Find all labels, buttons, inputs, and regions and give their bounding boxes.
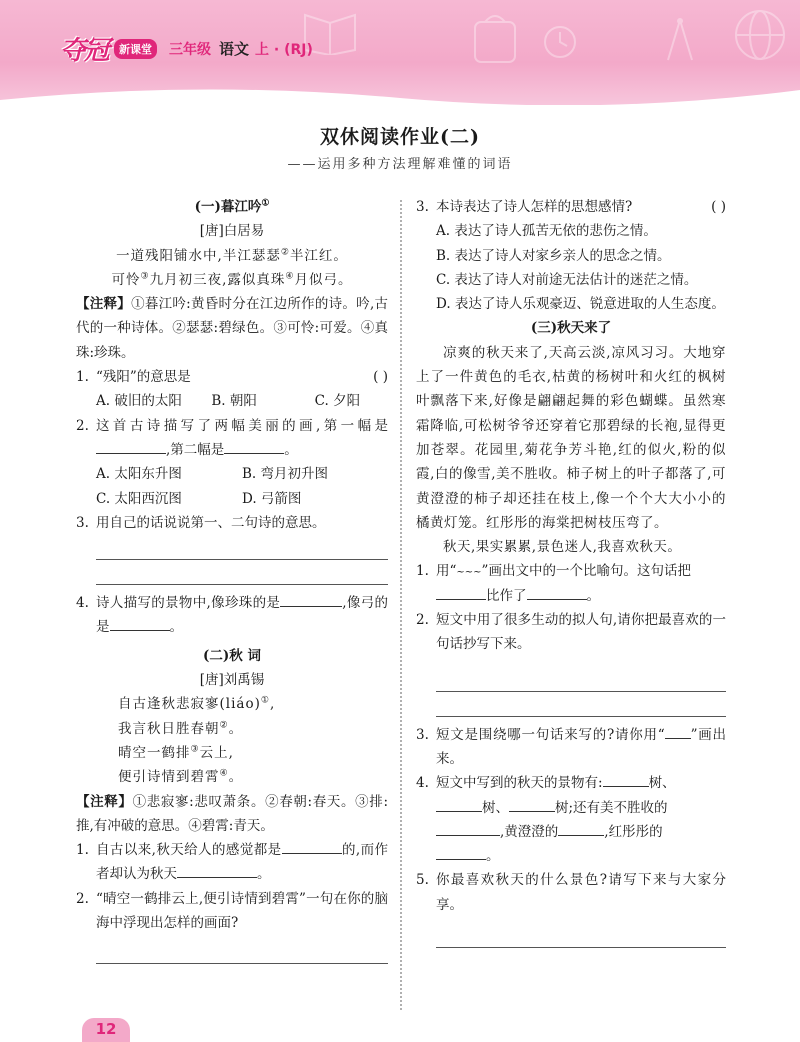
passage-paragraph-2: 秋天,果实累累,景色迷人,我喜欢秋天。 xyxy=(443,539,682,556)
answer-line[interactable] xyxy=(96,560,388,585)
question-2-3: 3. 本诗表达了诗人怎样的思想感情? ( ) xyxy=(416,199,726,215)
alarm-clock-icon xyxy=(540,20,580,60)
poem-2-author: [唐]刘禹锡 xyxy=(199,672,265,689)
poem-2-line-2: 我言秋日胜春朝②。 xyxy=(118,720,244,737)
option-a[interactable]: A. 太阳东升图 xyxy=(96,466,182,483)
poem-1-line-1: 一道残阳铺水中,半江瑟瑟②半江红。 xyxy=(116,247,348,264)
brand xyxy=(60,30,313,67)
question-3-3: 3. 短文是围绕哪一句话来写的?请你用“ ”画出来。 xyxy=(416,723,726,772)
option-c[interactable]: C. 太阳西沉图 xyxy=(96,490,182,507)
answer-line[interactable] xyxy=(436,657,726,692)
logo-sub: 新课堂 xyxy=(114,39,157,59)
header-banner xyxy=(0,0,800,105)
option-b[interactable]: B. 表达了诗人对家乡亲人的思念之情。 xyxy=(436,247,671,264)
answer-blank[interactable] xyxy=(282,839,342,854)
answer-line[interactable] xyxy=(436,692,726,717)
question-1-1-options xyxy=(76,389,388,413)
answer-blank[interactable] xyxy=(665,724,691,739)
passage-paragraph-1: 凉爽的秋天来了,天高云淡,凉风习习。大地穿上了一件黄色的毛衣,枯黄的杨树叶和火红的枫树叶飘落下来,好像是翩翩起舞的彩色蝴蝶。虽然寒霜降临,可松树爷爷还穿着它那碧绿的长袍,显得更加苍翠。花园里,菊花争芳斗艳,红的似火,粉的似霞,白的像雪,美不胜收。柿子树上的叶子都落了,可黄澄澄的柿子却还挂在枝上,像一个个大大小小的橘黄灯笼。红彤彤的海棠把树枝压弯了。 xyxy=(416,344,726,531)
subject-label: 语文 xyxy=(219,40,250,58)
banner-wave xyxy=(0,80,800,105)
logo: 夺冠 xyxy=(60,36,109,66)
question-1-2-options xyxy=(76,462,388,511)
option-a[interactable]: A. 破旧的太阳 xyxy=(96,393,182,410)
page-number: 12 xyxy=(82,1018,130,1042)
answer-blank[interactable] xyxy=(110,616,170,631)
poem-1-line-2: 可怜③九月初三夜,露似真珠④月似弓。 xyxy=(111,271,353,288)
option-c[interactable]: C. 夕阳 xyxy=(314,393,361,410)
question-1-4: 4. 诗人描写的景物中,像珍珠的是 ,像弓的是 。 xyxy=(76,591,388,640)
section-3-title: (三)秋天来了 xyxy=(530,320,612,337)
answer-blank[interactable] xyxy=(436,821,500,836)
answer-blank[interactable] xyxy=(177,863,257,878)
question-1-1: 1. “残阳”的意思是 ( ) xyxy=(76,369,388,386)
question-2-1: 1. 自古以来,秋天给人的感觉都是 的,而作者却认为秋天 。 xyxy=(76,838,388,887)
question-3-4: 4. 短文中写到的秋天的景物有: 树、 树、 树;还有美不胜收的 ,黄澄澄的 ,红彤彤的 。 xyxy=(416,771,726,868)
right-column xyxy=(416,195,726,948)
backpack-icon xyxy=(470,10,520,65)
edition-label: 上 · (RJ) xyxy=(255,41,313,58)
section-2-title: (二)秋 词 xyxy=(203,647,261,664)
left-column xyxy=(76,195,388,964)
answer-blank[interactable] xyxy=(224,439,284,454)
answer-line[interactable] xyxy=(96,535,388,560)
answer-blank[interactable] xyxy=(558,821,604,836)
answer-blank[interactable] xyxy=(280,592,342,607)
wavy-line-mark: ~~~ xyxy=(456,567,482,579)
poem-2-line-4: 便引诗情到碧霄④。 xyxy=(118,768,244,786)
answer-blank[interactable] xyxy=(96,439,166,454)
poem-2-notes: 【注释】①悲寂寥:悲叹萧条。②春朝:春天。③排:推,有冲破的意思。④碧霄:青天。 xyxy=(76,793,389,834)
question-1-2: 2. 这首古诗描写了两幅美丽的画,第一幅是,第二幅是 。 xyxy=(76,417,388,458)
poem-1-notes: 【注释】①暮江吟:黄昏时分在江边所作的诗。吟,古代的一种诗体。②瑟瑟:碧绿色。③可怜:可爱。④真珠:珍珠。 xyxy=(76,296,389,361)
section-1-title: (一)暮江吟① xyxy=(194,198,270,215)
poem-2-line-3: 晴空一鹤排③云上, xyxy=(118,744,234,761)
option-b[interactable]: B. 弯月初升图 xyxy=(242,466,329,483)
answer-blank[interactable] xyxy=(509,797,555,812)
answer-line[interactable] xyxy=(96,939,388,964)
option-a[interactable]: A. 表达了诗人孤苦无依的悲伤之情。 xyxy=(436,223,657,240)
answer-blank[interactable] xyxy=(527,585,587,600)
question-2-2: 2. “晴空一鹤排云上,便引诗情到碧霄”一句在你的脑海中浮现出怎样的画面? xyxy=(76,890,388,932)
answer-blank[interactable] xyxy=(603,772,649,787)
question-3-5: 5. 你最喜欢秋天的什么景色?请写下来与大家分享。 xyxy=(416,872,726,913)
poem-1-author: [唐]白居易 xyxy=(199,223,265,240)
option-c[interactable]: C. 表达了诗人对前途无法估计的迷茫之情。 xyxy=(436,271,698,288)
option-b[interactable]: B. 朝阳 xyxy=(211,393,257,410)
compass-icon xyxy=(660,15,700,65)
page-title: 双休阅读作业(二) xyxy=(320,126,480,148)
question-1-3: 3. 用自己的话说说第一、二句诗的意思。 xyxy=(76,514,326,531)
page-subtitle: ——运用多种方法理解难懂的词语 xyxy=(287,157,513,172)
answer-line[interactable] xyxy=(436,917,726,948)
column-divider xyxy=(400,200,402,1010)
question-3-1: 1. 用“~~~”画出文中的一个比喻句。这句话把 比作了 。 xyxy=(416,563,691,604)
option-d[interactable]: D. 弓箭图 xyxy=(242,490,302,507)
answer-blank[interactable] xyxy=(436,797,482,812)
answer-blank[interactable] xyxy=(436,845,486,860)
option-d[interactable]: D. 表达了诗人乐观豪迈、锐意进取的人生态度。 xyxy=(436,296,725,313)
globe-icon xyxy=(730,5,790,65)
grade-label: 三年级 xyxy=(169,41,212,58)
question-3-2: 2. 短文中用了很多生动的拟人句,请你把最喜欢的一句话抄写下来。 xyxy=(416,612,726,653)
answer-blank[interactable] xyxy=(436,585,486,600)
poem-2-line-1: 自古逢秋悲寂寥(liáo)①, xyxy=(118,695,276,713)
